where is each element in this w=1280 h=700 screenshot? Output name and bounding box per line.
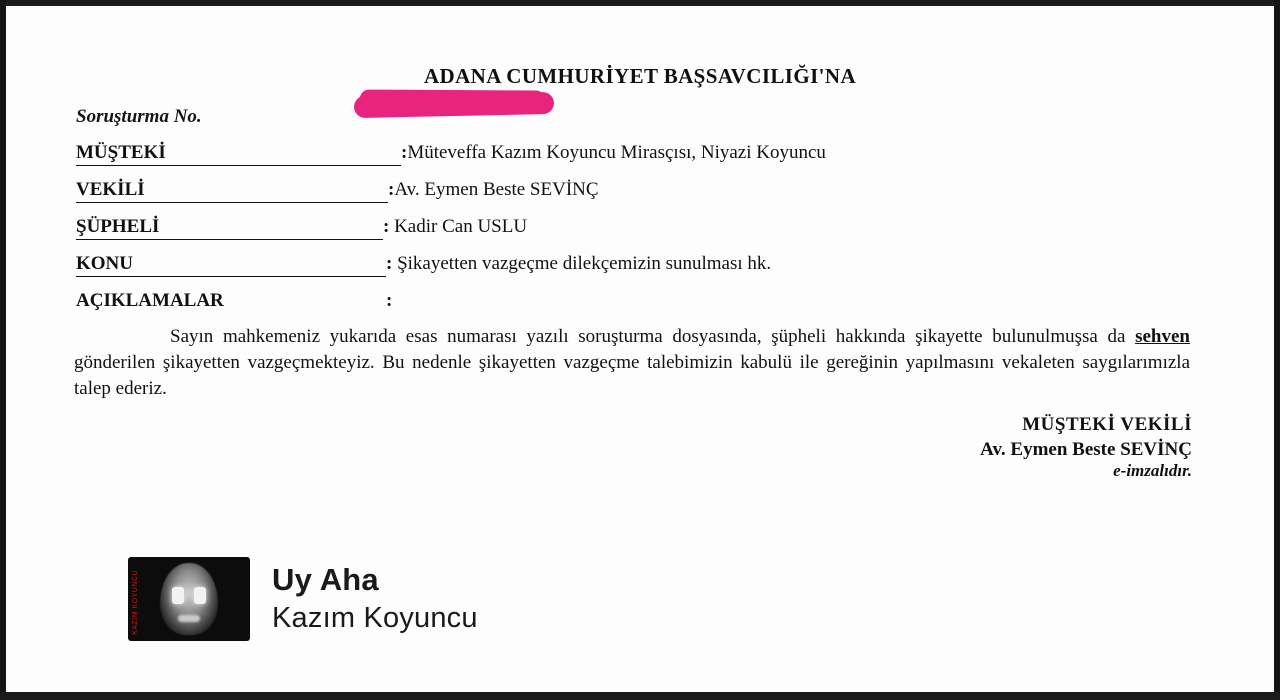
- media-card[interactable]: [128, 557, 478, 641]
- field-separator-supheli: :: [383, 216, 390, 237]
- case-number-label: Soruşturma No.: [76, 106, 202, 127]
- face-mouth: [178, 615, 200, 622]
- field-row-musteki: [76, 142, 826, 166]
- bottom-edge-bar: [0, 692, 1280, 700]
- field-key-supheli: ŞÜPHELİ: [76, 216, 383, 240]
- document-title: ADANA CUMHURİYET BAŞSAVCILIĞI'NA: [423, 64, 857, 88]
- thumbnail-caption: KAZIM KOYUNCU: [132, 570, 139, 635]
- media-artist: Kazım Koyuncu: [272, 602, 478, 634]
- field-value-konu: Şikayetten vazgeçme dilekçemizin sunulması hk.: [392, 253, 772, 274]
- field-key-konu: KONU: [76, 253, 386, 277]
- signature-name: Av. Eymen Beste SEVİNÇ: [980, 439, 1192, 460]
- face-image: [160, 563, 218, 635]
- media-metadata: [272, 562, 478, 636]
- face-right-eye: [194, 587, 206, 604]
- field-value-supheli: Kadir Can USLU: [389, 216, 528, 237]
- document-page: [6, 6, 1274, 692]
- field-row-konu: [76, 253, 771, 277]
- field-key-musteki: MÜŞTEKİ: [76, 142, 401, 166]
- field-row-aciklamalar: [76, 290, 392, 313]
- field-row-supheli: [76, 216, 527, 240]
- field-key-aciklamalar: AÇIKLAMALAR: [76, 290, 224, 311]
- album-art-thumbnail[interactable]: [128, 557, 250, 641]
- field-separator-konu: :: [386, 253, 393, 274]
- signature-role: MÜŞTEKİ VEKİLİ: [1022, 414, 1192, 435]
- document-body-paragraph: [74, 324, 1190, 402]
- body-text-part-2: gönderilen şikayetten vazgeçmekteyiz. Bu nedenle şikayetten vazgeçme talebimizin kabulü ile gereğinin yapılmasını vekaleten saygılarımızla talep ederiz.: [74, 352, 1190, 399]
- body-text-emphasis: sehven: [1135, 326, 1190, 347]
- field-separator-aciklamalar: :: [386, 290, 393, 311]
- field-row-vekili: [76, 179, 599, 203]
- field-value-vekili: Av. Eymen Beste SEVİNÇ: [394, 179, 599, 200]
- field-separator-musteki: :: [401, 142, 408, 163]
- face-left-eye: [172, 587, 184, 604]
- field-key-vekili: VEKİLİ: [76, 179, 388, 203]
- field-separator-vekili: :: [388, 179, 395, 200]
- redaction-marker: [354, 92, 554, 118]
- signature-note: e-imzalıdır.: [1113, 461, 1192, 480]
- field-value-musteki: Müteveffa Kazım Koyuncu Mirasçısı, Niyazi Koyuncu: [407, 142, 826, 163]
- body-text-part-1: Sayın mahkemeniz yukarıda esas numarası yazılı soruşturma dosyasında, şüpheli hakkında şikayette bulunulmuşsa da: [170, 326, 1136, 347]
- media-title: Uy Aha: [272, 562, 379, 597]
- right-edge-bar: [1274, 0, 1280, 700]
